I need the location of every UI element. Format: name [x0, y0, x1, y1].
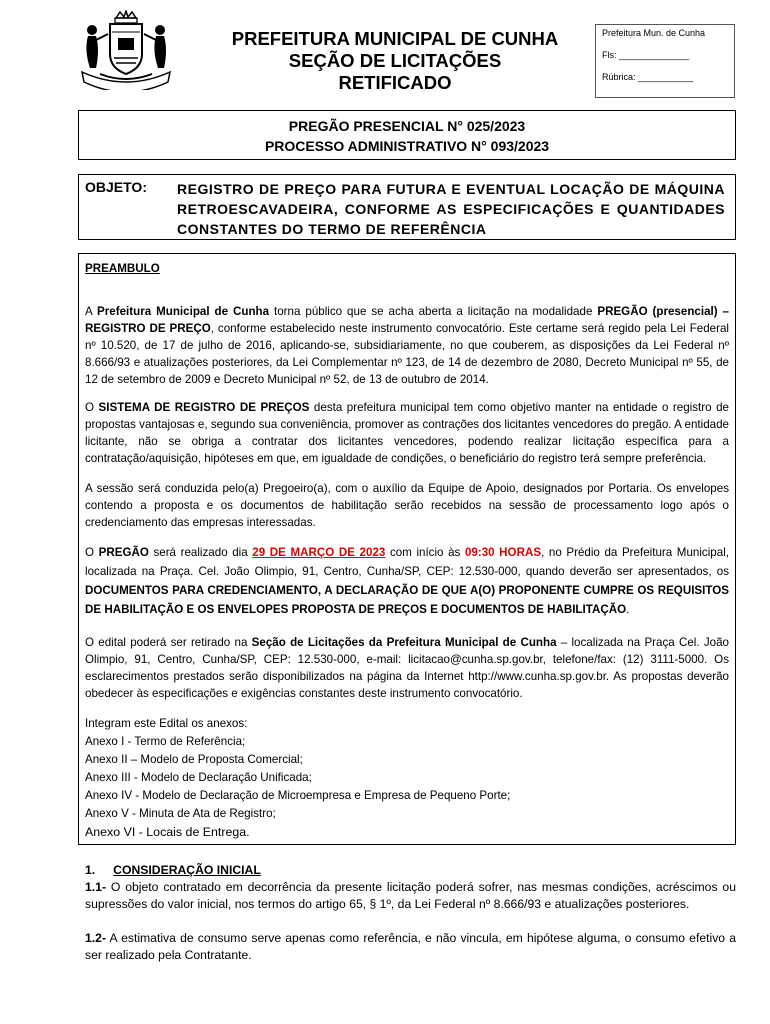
stamp-page-field: Fls: ______________ [602, 50, 690, 60]
process-title-box [78, 110, 736, 160]
header-title-retificado: RETIFICADO [338, 72, 452, 93]
annex-item: Anexo VI - Locais de Entrega. [85, 825, 250, 839]
preambulo-paragraph-1: A Prefeitura Municipal de Cunha torna público que se acha aberta a licitação na modalidade PREGÃO (presencial) – REGISTRO DE PREÇO, conforme estabelecido neste instrumento convocatório. Este certame será regido pela Lei Federal nº 10.520, de 17 de julho de 2016, aplicando-se, subsidiariamente, no que couberem, as disposições da Lei Federal nº 8.666/93 e atualizações posteriores, da Lei Complementar nº 123, de 14 de dezembro de 2080, Decreto Municipal nº 55, de 12 de setembro de 2009 e Decreto Municipal nº 52, de 13 de outubro de 2014. [85, 305, 729, 386]
annex-item: Anexo II – Modelo de Proposta Comercial; [85, 753, 303, 766]
municipal-coat-of-arms-logo [78, 10, 174, 90]
session-date: 29 DE MARÇO DE 2023 [252, 546, 386, 559]
preambulo-heading: PREAMBULO [85, 262, 160, 275]
section-1-item-2: 1.2- A estimativa de consumo serve apenas como referência, e não vincula, em hipótese alguma, o consumo efetivo a ser realizado pela Contratante. [85, 931, 736, 962]
stamp-municipality: Prefeitura Mun. de Cunha [602, 28, 706, 38]
annex-list [85, 715, 729, 841]
preambulo-paragraph-4: O PREGÃO será realizado dia 29 DE MARÇO DE 2023 com início às 09:30 HORAS, no Prédio da Prefeitura Municipal, localizada na Praça. Cel. João Olimpio, 91, Centro, Cunha/SP, CEP: 12.530-000, quando deverão ser apresentados, os DOCUMENTOS PARA CREDENCIAMENTO, A DECLARAÇÃO DE QUE A(O) PROPONENTE CUMPRE OS REQUISITOS DE HABILITAÇÃO E OS ENVELOPES PROPOSTA DE PREÇOS E DOCUMENTOS DE HABILITAÇÃO. [85, 546, 729, 616]
session-time: 09:30 HORAS [464, 546, 542, 559]
section-1-heading: 1. CONSIDERAÇÃO INICIAL [85, 863, 261, 877]
annex-item: Anexo I - Termo de Referência; [85, 735, 246, 748]
header-title-secao: SEÇÃO DE LICITAÇÕES [288, 50, 502, 71]
annex-intro: Integram este Edital os anexos: [85, 717, 248, 730]
process-number: PROCESSO ADMINISTRATIVO N° 093/2023 [264, 138, 550, 154]
objeto-text: REGISTRO DE PREÇO PARA FUTURA E EVENTUAL LOCAÇÃO DE MÁQUINA RETROESCAVADEIRA, CONFORME AS ESPECIFICAÇÕES E QUANTIDADES CONSTANTES DO TERMO DE REFERÊNCIA [177, 181, 725, 237]
pregao-number: PREGÃO PRESENCIAL N° 025/2023 [288, 118, 526, 134]
preambulo-box [78, 253, 736, 845]
annex-item: Anexo IV - Modelo de Declaração de Microempresa e Empresa de Pequeno Porte; [85, 789, 511, 802]
stamp-signature-field: Rúbrica: ___________ [602, 72, 694, 82]
preambulo-paragraph-5: O edital poderá ser retirado na Seção de Licitações da Prefeitura Municipal de Cunha – localizada na Praça Cel. João Olimpio, 91, Centro, Cunha/SP, CEP: 12.530-000, e-mail: licitacao@cunha.sp.gov.br, telefone/fax: (12) 3111-5000. Os esclarecimentos prestados serão disponibilizados na página da Internet http://www.cunha.sp.gov.br. As propostas deverão obedecer às especificações e exigências constantes deste instrumento convocatório. [85, 636, 729, 700]
objeto-box [78, 174, 736, 240]
page-stamp-box [595, 24, 735, 98]
annex-item: Anexo V - Minuta de Ata de Registro; [85, 807, 276, 820]
header-title-prefeitura: PREFEITURA MUNICIPAL DE CUNHA [231, 28, 559, 49]
section-1-item-1: 1.1- O objeto contratado em decorrência da presente licitação poderá sofrer, nas mesmas condições, acréscimos ou supressões do valor inicial, nos termos do artigo 65, § 1º, da Lei Federal nº 8.666/93 e atualizações posteriores. [85, 880, 736, 911]
preambulo-paragraph-3: A sessão será conduzida pelo(a) Pregoeiro(a), com o auxílio da Equipe de Apoio, designados por Portaria. Os envelopes contendo a proposta e os documentos de habilitação serão recebidos na sessão de processamento logo após o credenciamento das empresas interessadas. [85, 482, 729, 529]
annex-item: Anexo III - Modelo de Declaração Unificada; [85, 771, 312, 784]
objeto-label: OBJETO: [85, 179, 147, 195]
preambulo-paragraph-2: O SISTEMA DE REGISTRO DE PREÇOS desta prefeitura municipal tem como objetivo manter na entidade o registro de propostas vantajosas e, segundo sua conveniência, promover as contrações dos licitantes vencedores do pregão. A entidade licitante, não se obriga a contratar dos licitantes vencedores, podendo realizar licitação específica para a contratação/aquisição, hipóteses em que, em igualdade de condições, o beneficiário do registro terá sempre preferência. [85, 401, 729, 465]
